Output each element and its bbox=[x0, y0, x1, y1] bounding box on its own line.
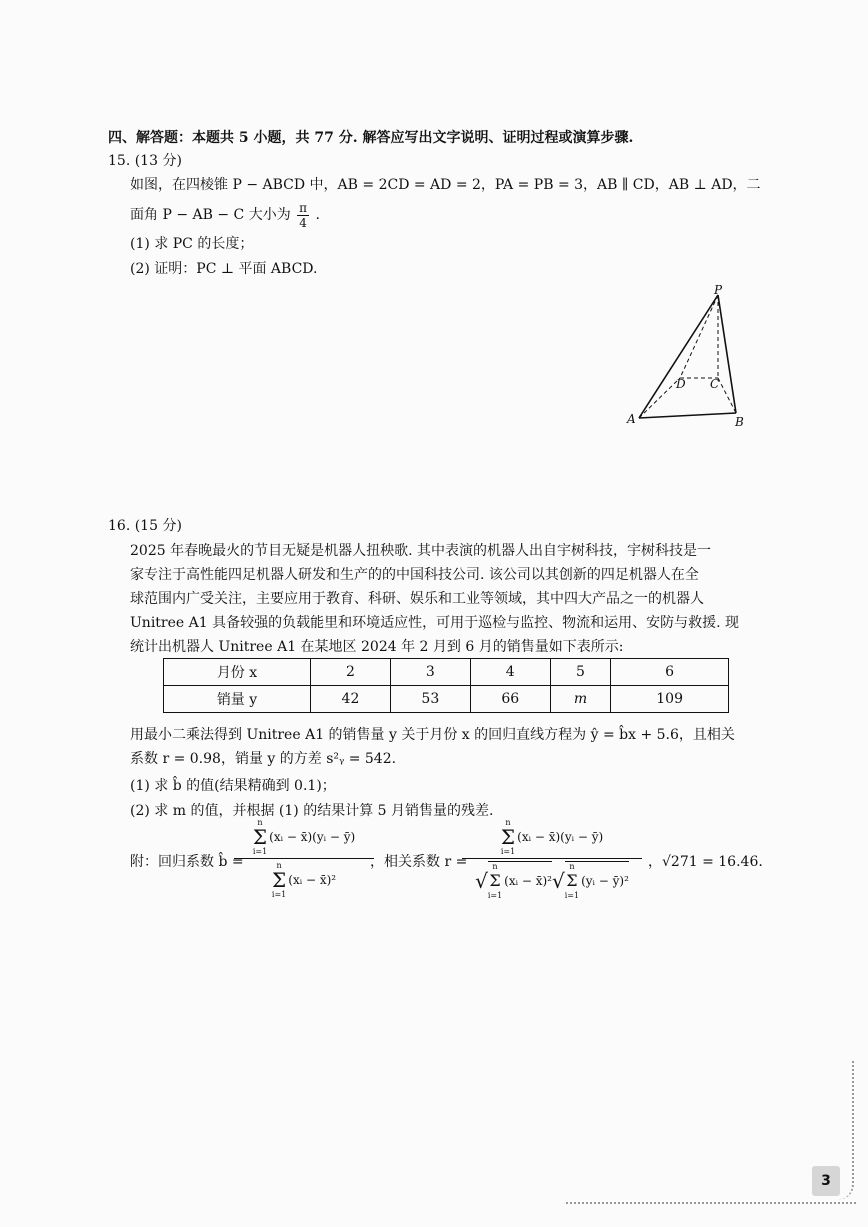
numerator-term: (xᵢ − x̄)(yᵢ − ȳ) bbox=[517, 830, 604, 844]
q16-para-3: 球范围内广受关注，主要应用于教育、科研、娱乐和工业等领域，其中四大产品之一的机器人 bbox=[130, 591, 704, 607]
sum-lower: i=1 bbox=[252, 847, 268, 856]
sum-upper: n bbox=[569, 862, 575, 871]
sum-lower: i=1 bbox=[564, 891, 580, 900]
denominator-term-x: (xᵢ − x̄)² bbox=[504, 874, 552, 888]
q16-number: 16. (15 分) bbox=[108, 518, 182, 534]
formula-b-numerator bbox=[234, 818, 374, 856]
edge-ad bbox=[639, 378, 680, 418]
sum-upper: n bbox=[505, 818, 511, 827]
q15-frac-num: π bbox=[299, 200, 308, 215]
table-cell: 2 bbox=[311, 659, 391, 686]
label-d: D bbox=[676, 377, 686, 391]
sum-upper: n bbox=[257, 818, 263, 827]
q16-after-1: 用最小二乘法得到 Unitree A1 的销售量 y 关于月份 x 的回归直线方程为 ŷ = b̂x + 5.6，且相关 bbox=[130, 727, 735, 743]
q16-para-5: 统计出机器人 Unitree A1 在某地区 2024 年 2 月到 6 月的销售量如下表所示: bbox=[130, 639, 624, 655]
q15-part2: (2) 证明：PC ⊥ 平面 ABCD. bbox=[130, 261, 318, 277]
table-row bbox=[164, 659, 729, 686]
table-cell: 53 bbox=[390, 686, 470, 713]
sum-lower: i=1 bbox=[487, 891, 503, 900]
fraction-line bbox=[234, 858, 374, 859]
q15-part1: (1) 求 PC 的长度； bbox=[130, 236, 254, 252]
q16-part1: (1) 求 b̂ 的值(结果精确到 0.1)； bbox=[130, 778, 336, 794]
formula-r-numerator bbox=[462, 818, 642, 856]
sqrt-y bbox=[565, 861, 629, 900]
page-number: 3 bbox=[812, 1166, 840, 1196]
sum-upper: n bbox=[492, 862, 498, 871]
q15-number: 15. (13 分) bbox=[108, 153, 182, 169]
formula-b-hat bbox=[234, 818, 374, 899]
sum-upper: n bbox=[276, 861, 282, 870]
sqrt-note: ，√271 = 16.46. bbox=[648, 854, 763, 870]
formula-r bbox=[462, 818, 642, 900]
sigma-symbol: Σ bbox=[566, 871, 578, 890]
table-header-month: 月份 x bbox=[164, 659, 311, 686]
numerator-term: (xᵢ − x̄)(yᵢ − ȳ) bbox=[269, 830, 356, 844]
fraction-line bbox=[462, 858, 642, 859]
sigma-symbol: Σ bbox=[489, 871, 501, 890]
table-cell: 66 bbox=[470, 686, 550, 713]
q15-angle-fraction bbox=[297, 201, 309, 230]
edge-pd bbox=[680, 295, 718, 378]
q16-para-1: 2025 年春晚最火的节目无疑是机器人扭秧歌. 其中表演的机器人出自宇树科技，宇树科技是一 bbox=[130, 543, 711, 559]
denominator-term: (xᵢ − x̄)² bbox=[288, 873, 337, 887]
bottom-dotted-rule bbox=[566, 1202, 856, 1204]
q15-line2-prefix: 面角 P − AB − C 大小为 bbox=[130, 207, 291, 223]
sum-lower: i=1 bbox=[271, 890, 287, 899]
q16-para-2: 家专注于高性能四足机器人研发和生产的的中国科技公司. 该公司以其创新的四足机器人在全 bbox=[130, 567, 699, 583]
label-b: B bbox=[735, 415, 744, 429]
corner-dotted-curve bbox=[838, 1060, 854, 1200]
q16-para-4: Unitree A1 具备较强的负载能里和环境适应性，可用于巡检与监控、物流和运用、安防与救援. 现 bbox=[130, 615, 739, 631]
q15-line2-suffix: . bbox=[315, 207, 320, 223]
edge-pb bbox=[718, 295, 736, 413]
sigma-symbol: Σ bbox=[500, 825, 516, 849]
table-row bbox=[164, 686, 729, 713]
table-cell: 3 bbox=[390, 659, 470, 686]
edge-ab bbox=[639, 413, 736, 418]
formula-b-denominator bbox=[234, 861, 374, 899]
table-cell: 109 bbox=[611, 686, 729, 713]
mid-label: ，相关系数 r = bbox=[370, 854, 468, 870]
sigma-symbol: Σ bbox=[272, 868, 287, 892]
table-cell: 42 bbox=[311, 686, 391, 713]
table-cell: 4 bbox=[470, 659, 550, 686]
q15-line1: 如图，在四棱锥 P − ABCD 中，AB = 2CD = AD = 2，PA = PB = 3，AB ∥ CD，AB ⊥ AD，二 bbox=[130, 177, 761, 193]
q16-after-2: 系数 r = 0.98，销量 y 的方差 s²ᵧ = 542. bbox=[130, 751, 397, 767]
q15-frac-den: 4 bbox=[299, 215, 307, 230]
section-header: 四、解答题：本题共 5 小题，共 77 分. 解答应写出文字说明、证明过程或演算步骤. bbox=[108, 130, 634, 146]
sqrt-symbol: √ bbox=[475, 868, 488, 893]
pyramid-figure bbox=[620, 280, 760, 430]
label-a: A bbox=[627, 412, 636, 426]
label-c: C bbox=[710, 377, 720, 391]
sqrt-x bbox=[488, 861, 552, 900]
formula-r-denominator bbox=[462, 861, 642, 900]
table-cell: m bbox=[550, 686, 611, 713]
edge-pa bbox=[639, 295, 718, 418]
table-header-sales: 销量 y bbox=[164, 686, 311, 713]
sqrt-symbol: √ bbox=[551, 868, 565, 893]
appendix-label: 附：回归系数 b̂ = bbox=[130, 854, 244, 870]
q15-line2 bbox=[130, 200, 320, 230]
sigma-symbol: Σ bbox=[252, 825, 268, 849]
label-p: P bbox=[714, 283, 723, 297]
q16-part2: (2) 求 m 的值，并根据 (1) 的结果计算 5 月销售量的残差. bbox=[130, 803, 494, 819]
table-cell: 5 bbox=[550, 659, 611, 686]
table-cell: 6 bbox=[611, 659, 729, 686]
sales-table bbox=[163, 658, 729, 713]
denominator-term-y: (yᵢ − ȳ)² bbox=[581, 874, 629, 888]
sum-lower: i=1 bbox=[500, 847, 516, 856]
